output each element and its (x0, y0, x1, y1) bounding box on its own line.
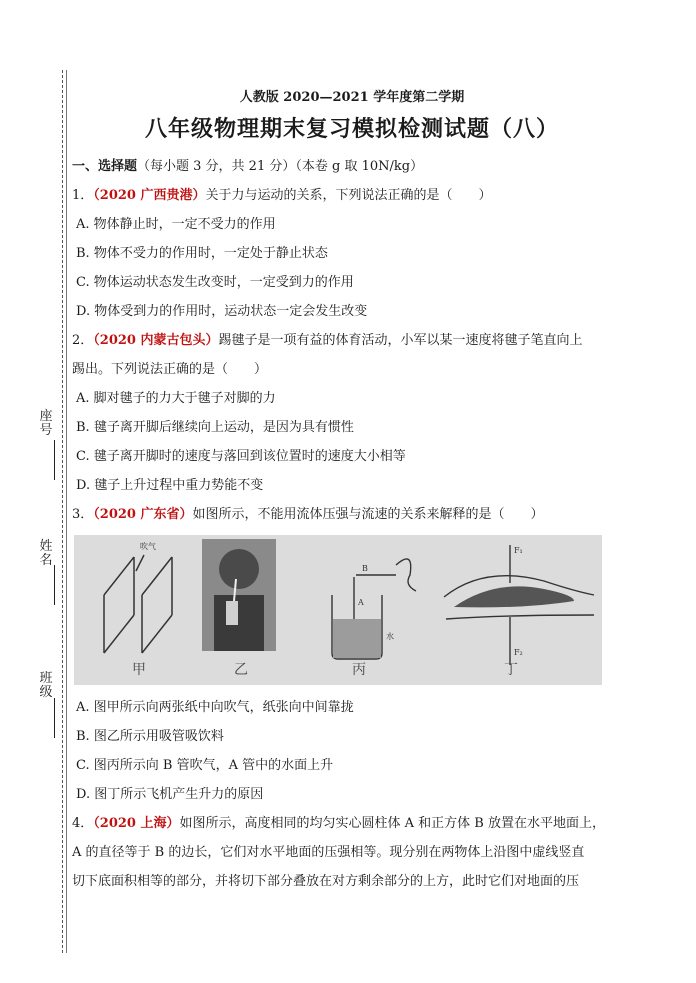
question-1-option-a: A. 物体静止时，一定不受力的作用 (76, 217, 276, 232)
question-3-figure (74, 535, 602, 685)
question-2-stem-cont: 踢出。下列说法正确的是（ ） (72, 362, 268, 377)
question-3-option-a: A. 图甲所示向两张纸中向吹气，纸张向中间靠拢 (76, 700, 354, 715)
blow-annotation: 吹气 (140, 542, 156, 551)
section-heading (72, 152, 632, 181)
question-2-stem: 2．（2020 内蒙古包头）踢毽子是一项有益的体育活动，小军以某一速度将毽子笔直向上 (72, 333, 583, 348)
exam-subtitle: 人教版 2020—2021 学年度第二学期 (239, 90, 465, 105)
tube-b-label: B (362, 564, 368, 573)
question-source: （2020 广东省） (93, 507, 193, 522)
question-2-option-c: C. 毽子离开脚时的速度与落回到该位置时的速度大小相等 (76, 449, 406, 464)
tube-a-label: A (358, 598, 364, 607)
question-1-option-b: B. 物体不受力的作用时，一定处于静止状态 (76, 246, 328, 261)
exam-title: 八年级物理期末复习模拟检测试题（八） (144, 116, 559, 142)
question-3-option-b: B. 图乙所示用吸管吸饮料 (76, 729, 224, 744)
question-2-option-d: D. 毽子上升过程中重力势能不变 (76, 478, 264, 493)
question-4-stem-cont-1: A 的直径等于 B 的边长，它们对水平地面的压强相等。现分别在两物体上沿图中虚线竖直 (72, 845, 585, 860)
figure-label-jia: 甲 (132, 662, 146, 678)
binding-line-dashed (62, 70, 63, 953)
force-f1-label: F₁ (514, 546, 523, 555)
question-1-stem: 1．（2020 广西贵港）关于力与运动的关系，下列说法正确的是（ ） (72, 188, 492, 203)
class-label: 班级 (39, 671, 53, 700)
paper-sheets-diagram (104, 555, 172, 653)
question-2-option-a: A. 脚对毽子的力大于毽子对脚的力 (76, 391, 276, 406)
figure-label-ding: 丁 (504, 662, 518, 678)
exam-content (72, 88, 632, 896)
question-3-stem: 3．（2020 广东省）如图所示，不能用流体压强与流速的关系来解释的是（ ） (72, 507, 544, 522)
name-blank (54, 565, 55, 605)
water-label: 水 (386, 632, 394, 641)
question-1-option-d: D. 物体受到力的作用时，运动状态一定会发生改变 (76, 304, 368, 319)
question-1-option-c: C. 物体运动状态发生改变时，一定受到力的作用 (76, 275, 354, 290)
question-source: （2020 上海） (93, 816, 180, 831)
water-level (333, 619, 381, 658)
seat-blank (54, 440, 55, 480)
question-4-stem-cont-2: 切下底面积相等的部分，并将切下部分叠放在对方剩余部分的上方，此时它们对地面的压 (72, 874, 580, 889)
figure-label-yi: 乙 (234, 662, 248, 678)
wing-shape (454, 586, 574, 607)
question-3-option-c: C. 图丙所示向 B 管吹气，A 管中的水面上升 (76, 758, 334, 773)
question-2-option-b: B. 毽子离开脚后继续向上运动，是因为具有惯性 (76, 420, 354, 435)
figure-illustrations (74, 535, 602, 685)
figure-label-bing: 丙 (352, 662, 366, 678)
binding-line-solid (66, 70, 67, 953)
question-3-option-d: D. 图丁所示飞机产生升力的原因 (76, 787, 264, 802)
class-blank (54, 698, 55, 738)
section-note: （每小题 3 分，共 21 分）（本卷 g 取 10N/kg） (137, 159, 424, 174)
seat-label: 座号 (39, 409, 53, 438)
question-source: （2020 广西贵港） (93, 188, 206, 203)
question-4-stem: 4．（2020 上海）如图所示，高度相同的均匀实心圆柱体 A 和正方体 B 放置在水平地面上， (72, 816, 605, 831)
question-source: （2020 内蒙古包头） (93, 333, 219, 348)
name-label: 姓名 (39, 539, 53, 568)
section-title: 一、选择题 (72, 159, 138, 174)
force-f2-label: F₂ (514, 648, 523, 657)
